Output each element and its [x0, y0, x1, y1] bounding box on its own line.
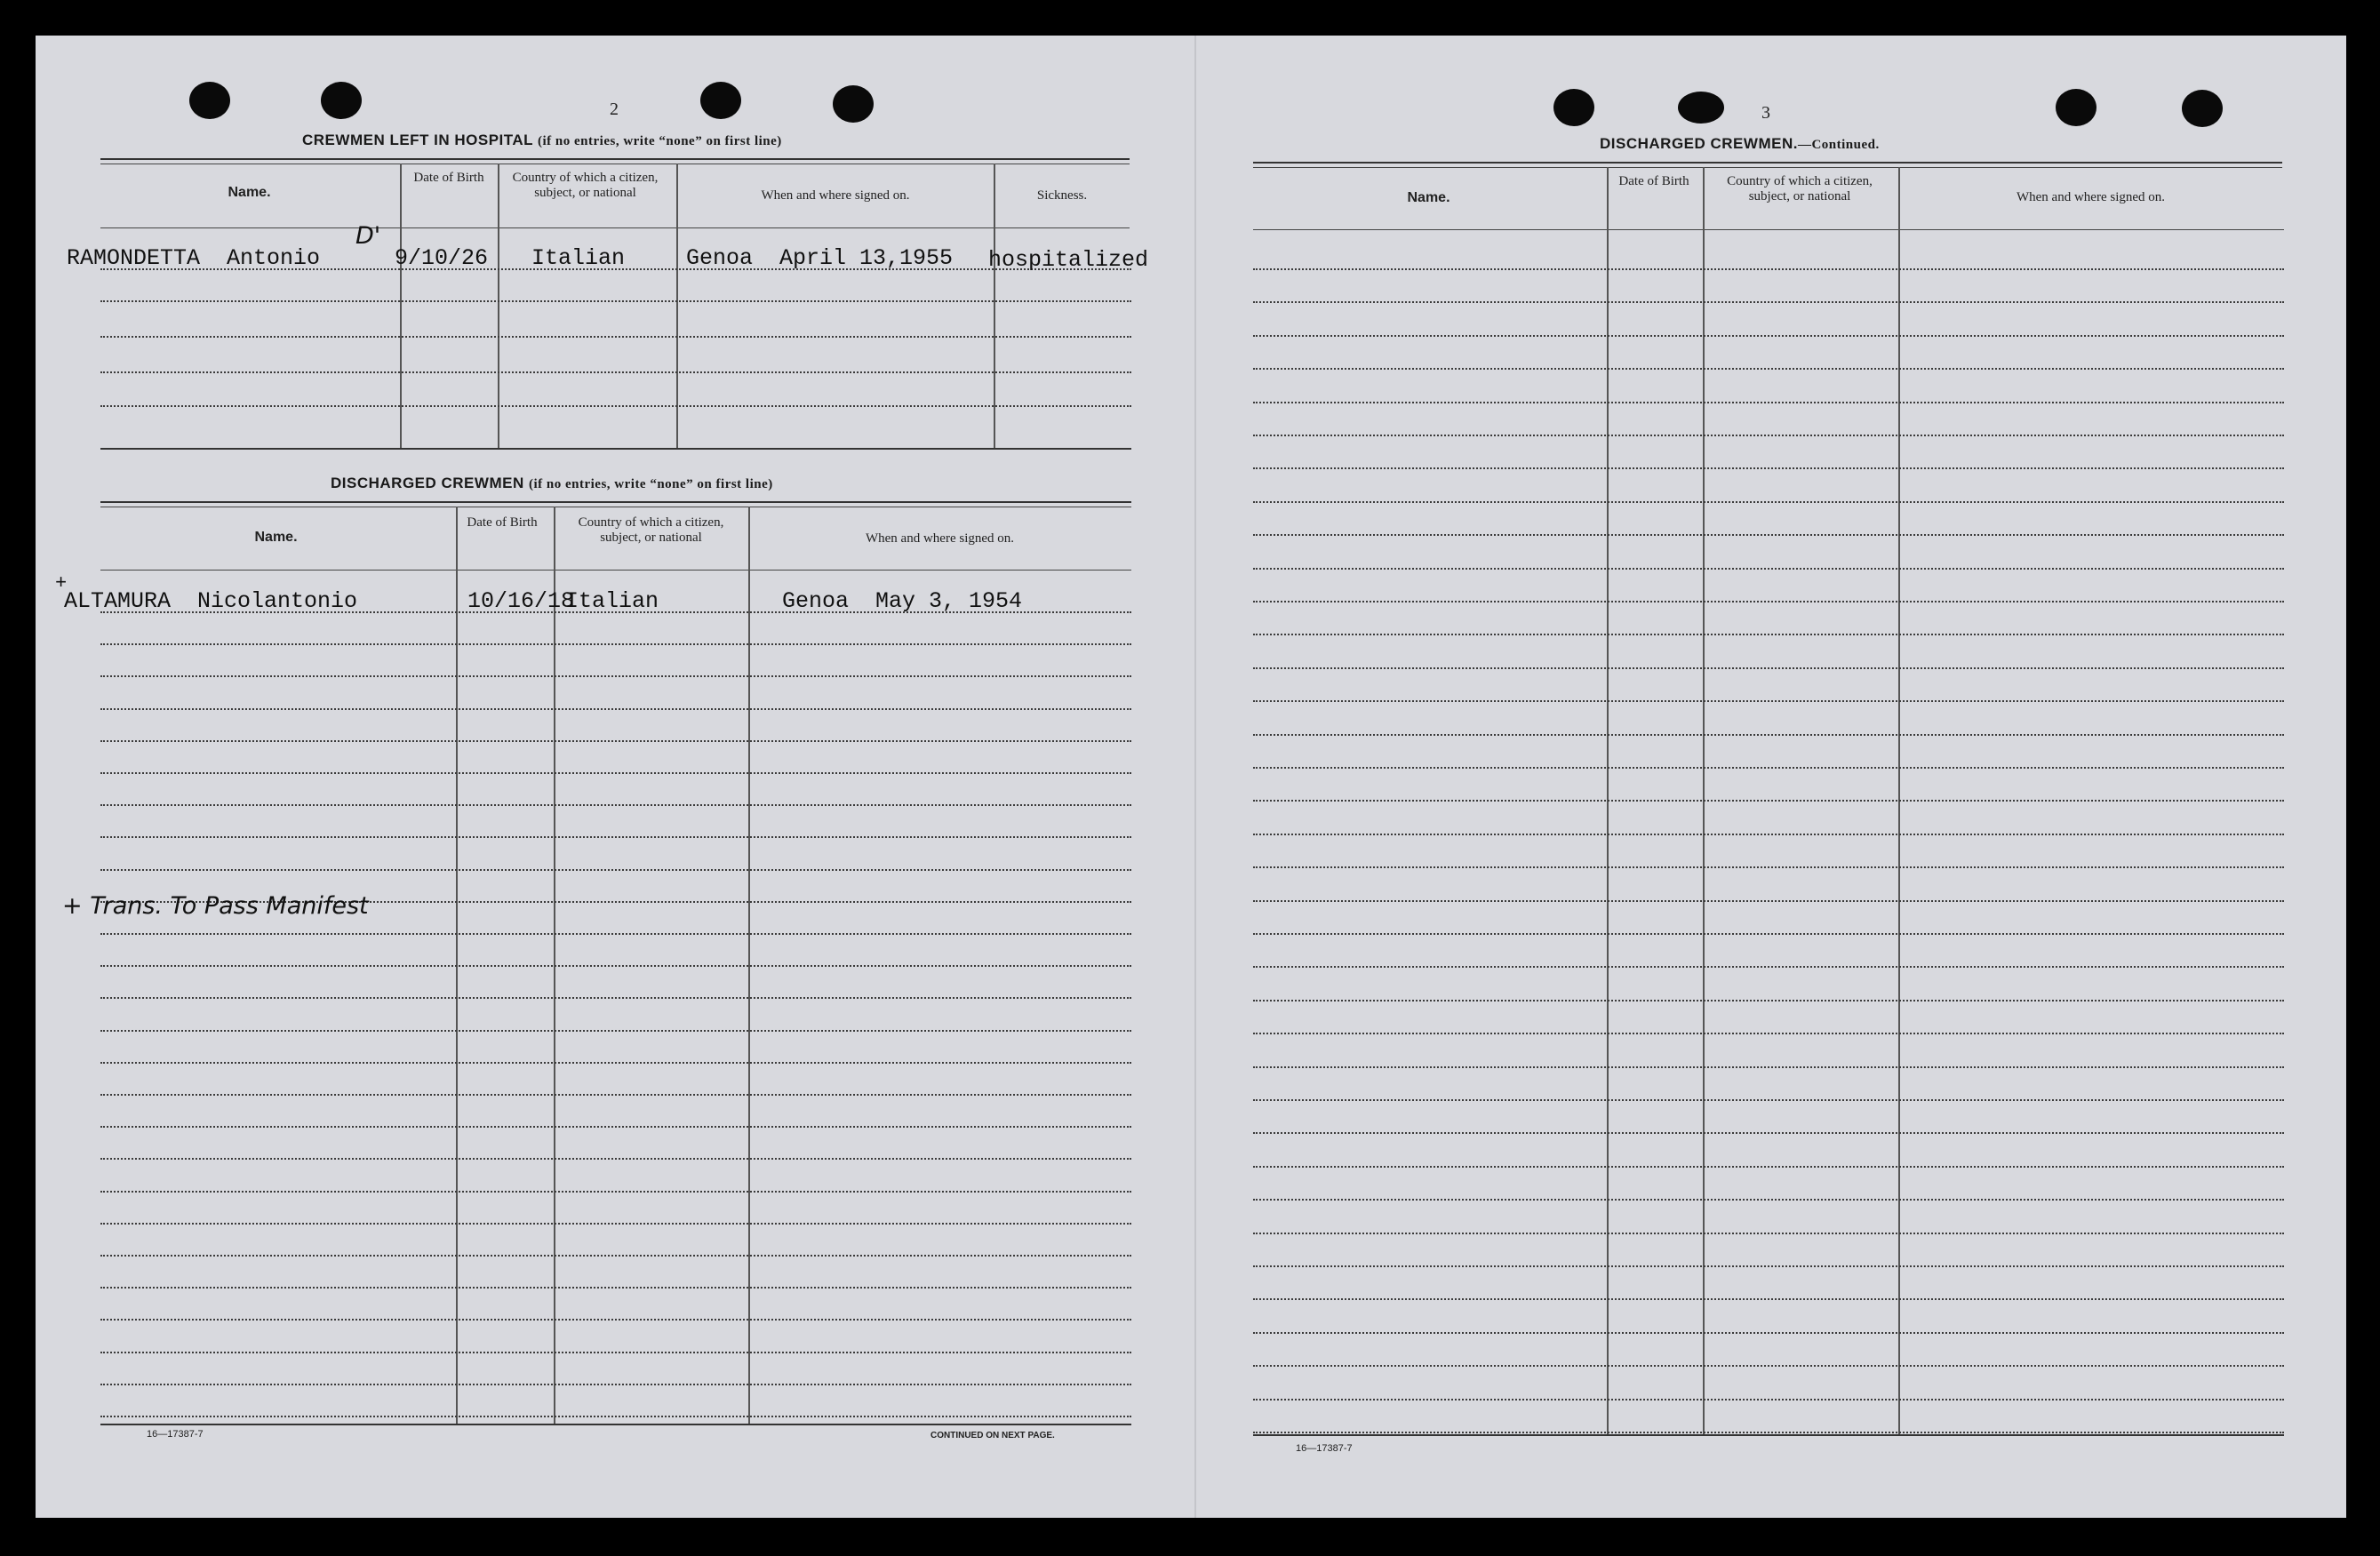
discharged-entry-name: ALTAMURA Nicolantonio — [64, 588, 358, 614]
form-number: 16—17387-7 — [1296, 1443, 1353, 1454]
continued-note: CONTINUED ON NEXT PAGE. — [930, 1431, 1055, 1440]
entry-line — [100, 965, 1131, 967]
page-number: 3 — [1761, 103, 1770, 123]
col-divider — [1607, 167, 1609, 1436]
hospital-section-title — [302, 132, 782, 149]
title-text: DISCHARGED CREWMEN. — [1600, 135, 1798, 152]
hospital-entry-sickness: hospitalized — [988, 247, 1149, 273]
rule — [100, 501, 1131, 503]
punch-hole — [2056, 89, 2096, 126]
col-header-signed-on: When and where signed on. — [2016, 190, 2166, 204]
entry-line — [1253, 866, 2284, 868]
entry-line — [1253, 667, 2284, 669]
discharged-entry-country: Italian — [565, 588, 659, 614]
entry-line — [100, 336, 1131, 338]
rule — [1253, 1434, 2284, 1436]
col-header-name: Name. — [228, 185, 271, 200]
entry-line — [100, 1158, 1131, 1160]
discharged-section-title — [331, 475, 773, 492]
col-divider — [1898, 167, 1900, 1436]
header-rule — [1253, 229, 2284, 230]
rule — [100, 1424, 1131, 1425]
header-rule — [100, 570, 1131, 571]
entry-line — [1253, 1132, 2284, 1134]
entry-line — [1253, 1233, 2284, 1234]
col-header-dob: Date of Birth — [467, 515, 538, 530]
entry-line — [1253, 435, 2284, 436]
hospital-entry-country: Italian — [531, 245, 626, 271]
handwritten-transfer-note: + Trans. To Pass Manifest — [62, 892, 369, 920]
entry-line — [1253, 1000, 2284, 1001]
entry-line — [100, 675, 1131, 677]
col-header-signed-on: When and where signed on. — [865, 531, 1015, 546]
col-header-country: Country of which a citizen, subject, or national — [512, 171, 659, 200]
entry-line — [100, 1255, 1131, 1257]
col-header-country: Country of which a citizen, subject, or national — [578, 515, 724, 545]
entry-line — [1253, 601, 2284, 602]
entry-line — [100, 997, 1131, 999]
entry-line — [100, 1384, 1131, 1385]
entry-line — [1253, 335, 2284, 337]
entry-line — [1253, 368, 2284, 370]
col-header-dob: Date of Birth — [1618, 174, 1689, 188]
entry-line — [1253, 1199, 2284, 1201]
punch-hole — [1553, 89, 1594, 126]
col-divider — [1703, 167, 1705, 1436]
col-header-sickness: Sickness. — [1036, 188, 1088, 203]
entry-line — [100, 1352, 1131, 1353]
entry-line — [100, 869, 1131, 871]
title-text: DISCHARGED CREWMEN — [331, 475, 524, 491]
entry-line — [1253, 734, 2284, 736]
entry-line — [100, 708, 1131, 710]
entry-line — [1253, 402, 2284, 403]
entry-line — [100, 1416, 1131, 1417]
entry-line — [1253, 568, 2284, 570]
hospital-entry-name: RAMONDETTA Antonio — [67, 245, 321, 271]
entry-line — [1253, 800, 2284, 802]
entry-line — [100, 1191, 1131, 1193]
col-header-signed-on: When and where signed on. — [761, 188, 910, 203]
entry-line — [1253, 834, 2284, 835]
entry-line — [1253, 1332, 2284, 1334]
entry-line — [100, 933, 1131, 935]
rule — [100, 158, 1130, 160]
title-note: (if no entries, write “none” on first line) — [538, 134, 782, 148]
hospital-entry-dob: 9/10/26 — [395, 245, 489, 271]
entry-line — [1253, 1166, 2284, 1168]
entry-line — [100, 1287, 1131, 1289]
entry-line — [100, 1223, 1131, 1225]
entry-line — [100, 836, 1131, 838]
entry-line — [1253, 467, 2284, 469]
punch-hole — [189, 82, 230, 119]
discharged-entry-dob: 10/16/18 — [467, 588, 575, 614]
discharged-mark: + — [55, 572, 68, 594]
punch-hole — [1678, 92, 1724, 124]
entry-line — [1253, 1066, 2284, 1068]
entry-line — [1253, 1265, 2284, 1267]
hospital-entry-signed-on: Genoa April 13,1955 — [686, 245, 954, 271]
entry-line — [100, 1094, 1131, 1096]
punch-hole — [2182, 90, 2223, 127]
entry-line — [100, 405, 1131, 407]
punch-hole — [833, 85, 874, 123]
punch-hole — [700, 82, 741, 119]
entry-line — [100, 371, 1131, 373]
header-rule — [100, 227, 1130, 228]
entry-line — [100, 740, 1131, 742]
entry-line — [1253, 900, 2284, 902]
entry-line — [1253, 1298, 2284, 1300]
entry-line — [1253, 700, 2284, 702]
entry-line — [100, 1319, 1131, 1321]
entry-line — [1253, 1365, 2284, 1367]
entry-line — [100, 643, 1131, 645]
entry-line — [1253, 534, 2284, 536]
entry-line — [1253, 767, 2284, 769]
title-note: —Continued. — [1797, 138, 1880, 152]
entry-line — [1253, 1399, 2284, 1400]
col-header-name: Name. — [1407, 190, 1450, 205]
entry-line — [1253, 933, 2284, 935]
entry-line — [100, 1062, 1131, 1064]
entry-line — [100, 300, 1131, 302]
entry-line — [1253, 501, 2284, 503]
manifest-sheet — [36, 36, 2346, 1518]
entry-line — [100, 1030, 1131, 1032]
discharged-entry-signed-on: Genoa May 3, 1954 — [782, 588, 1023, 614]
entry-line — [100, 1126, 1131, 1128]
entry-line — [100, 772, 1131, 774]
punch-hole — [321, 82, 362, 119]
form-number: 16—17387-7 — [147, 1429, 204, 1440]
entry-line — [1253, 268, 2284, 270]
entry-line — [1253, 966, 2284, 968]
discharged-continued-title — [1600, 135, 1880, 153]
entry-line — [1253, 634, 2284, 635]
rule — [100, 448, 1131, 450]
rule — [1253, 162, 2282, 164]
title-note: (if no entries, write “none” on first line) — [528, 477, 773, 491]
page-number: 2 — [610, 100, 619, 119]
entry-line — [1253, 1033, 2284, 1034]
col-header-dob: Date of Birth — [413, 171, 484, 185]
col-header-name: Name. — [254, 530, 298, 545]
hospital-entry-annotation: D' — [355, 222, 381, 250]
entry-line — [100, 804, 1131, 806]
title-text: CREWMEN LEFT IN HOSPITAL — [302, 132, 533, 148]
col-header-country: Country of which a citizen, subject, or national — [1727, 174, 1873, 203]
entry-line — [1253, 301, 2284, 303]
page-fold — [1194, 36, 1196, 1518]
rule — [1253, 167, 2282, 168]
entry-line — [1253, 1432, 2284, 1433]
entry-line — [1253, 1099, 2284, 1101]
